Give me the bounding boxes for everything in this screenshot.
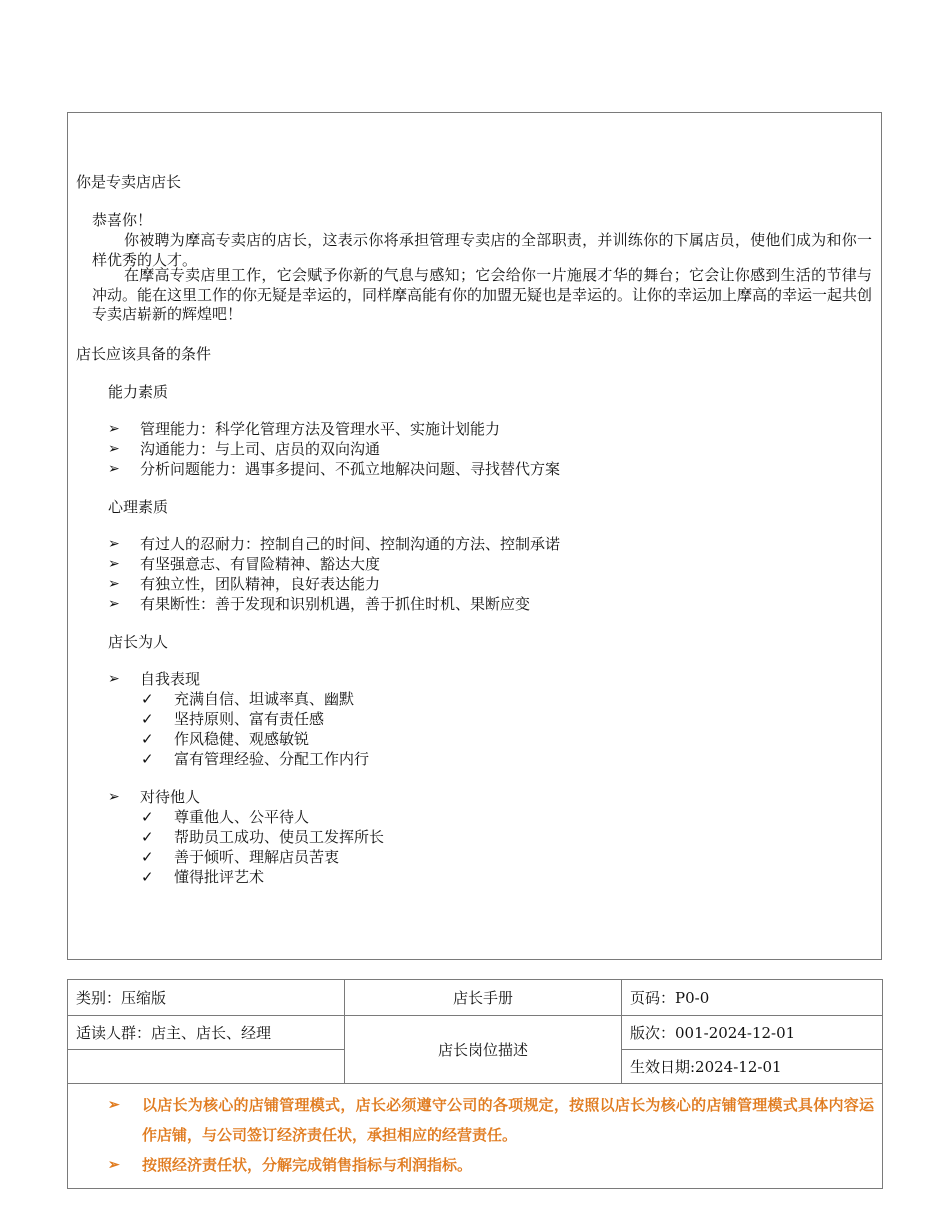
arrow-bullet-icon: ➢ [108,671,120,687]
check-icon: ✓ [141,828,154,846]
ability-item: 分析问题能力：遇事多提问、不孤立地解决问题、寻找替代方案 [140,460,561,478]
notes-cell [68,1084,883,1189]
document-info-table [67,979,883,1189]
arrow-bullet-icon: ➢ [108,1157,120,1173]
mental-item: 有坚强意志、有冒险精神、豁达大度 [140,555,381,573]
arrow-bullet-icon: ➢ [108,596,120,612]
others-item: 善于倾听、理解店员苦衷 [174,848,340,866]
readers-cell: 适读人群：店主、店长、经理 [68,1016,345,1050]
check-icon: ✓ [141,750,154,768]
intro-paragraph-2: 在摩高专卖店里工作，它会赋予你新的气息与感知；它会给你一片施展才华的舞台；它会让你感到生活的节律与冲动。能在这里工作的你无疑是幸运的，同样摩高能有你的加盟无疑也是幸运的。让你的幸运加上摩高的幸运一起共创专卖店崭新的辉煌吧！ [92,266,873,323]
character-title: 店长为人 [108,633,169,651]
self-item: 富有管理经验、分配工作内行 [174,750,370,768]
page-number-cell: 页码：P0-0 [622,980,883,1016]
manual-title-cell: 店长手册 [345,980,622,1016]
check-icon: ✓ [141,808,154,826]
note-item [68,1150,882,1180]
arrow-bullet-icon: ➢ [108,536,120,552]
self-title: 自我表现 [140,670,201,688]
note-text: 按照经济责任状，分解完成销售指标与利润指标。 [142,1156,473,1174]
others-item: 帮助员工成功、使员工发挥所长 [174,828,385,846]
self-item: 充满自信、坦诚率真、幽默 [174,690,355,708]
doc-title-cell: 店长岗位描述 [345,1016,622,1084]
arrow-bullet-icon: ➢ [108,556,120,572]
mental-item: 有过人的忍耐力：控制自己的时间、控制沟通的方法、控制承诺 [140,535,561,553]
check-icon: ✓ [141,730,154,748]
arrow-bullet-icon: ➢ [108,576,120,592]
arrow-bullet-icon: ➢ [108,421,120,437]
self-item: 坚持原则、富有责任感 [174,710,325,728]
arrow-bullet-icon: ➢ [108,1097,120,1113]
check-icon: ✓ [141,710,154,728]
mental-item: 有果断性：善于发现和识别机遇，善于抓住时机、果断应变 [140,595,531,613]
check-icon: ✓ [141,848,154,866]
check-icon: ✓ [141,868,154,886]
section-title: 店长应该具备的条件 [76,345,212,363]
greeting: 恭喜你！ [92,211,153,229]
category-cell: 类别：压缩版 [68,980,345,1016]
intro-paragraph-1: 你被聘为摩高专卖店的店长，这表示你将承担管理专卖店的全部职责，并训练你的下属店员，使他们成为和你一样优秀的人才。 [92,231,872,269]
ability-item: 管理能力：科学化管理方法及管理水平、实施计划能力 [140,420,501,438]
ability-item: 沟通能力：与上司、店员的双向沟通 [140,440,381,458]
note-item [68,1090,882,1150]
empty-cell [68,1050,345,1084]
arrow-bullet-icon: ➢ [108,789,120,805]
effective-date-cell: 生效日期:2024-12-01 [622,1050,883,1084]
others-item: 懂得批评艺术 [174,868,265,886]
mental-title: 心理素质 [108,498,169,516]
check-icon: ✓ [141,690,154,708]
mental-item: 有独立性，团队精神，良好表达能力 [140,575,381,593]
self-item: 作风稳健、观感敏锐 [174,730,310,748]
ability-title: 能力素质 [108,383,169,401]
arrow-bullet-icon: ➢ [108,441,120,457]
others-item: 尊重他人、公平待人 [174,808,310,826]
others-title: 对待他人 [140,788,201,806]
version-cell: 版次：001-2024-12-01 [622,1016,883,1050]
page-heading: 你是专卖店店长 [76,173,182,191]
note-text: 以店长为核心的店铺管理模式，店长必须遵守公司的各项规定，按照以店长为核心的店铺管理模式具体内容运作店铺，与公司签订经济责任状，承担相应的经营责任。 [142,1096,874,1144]
arrow-bullet-icon: ➢ [108,461,120,477]
